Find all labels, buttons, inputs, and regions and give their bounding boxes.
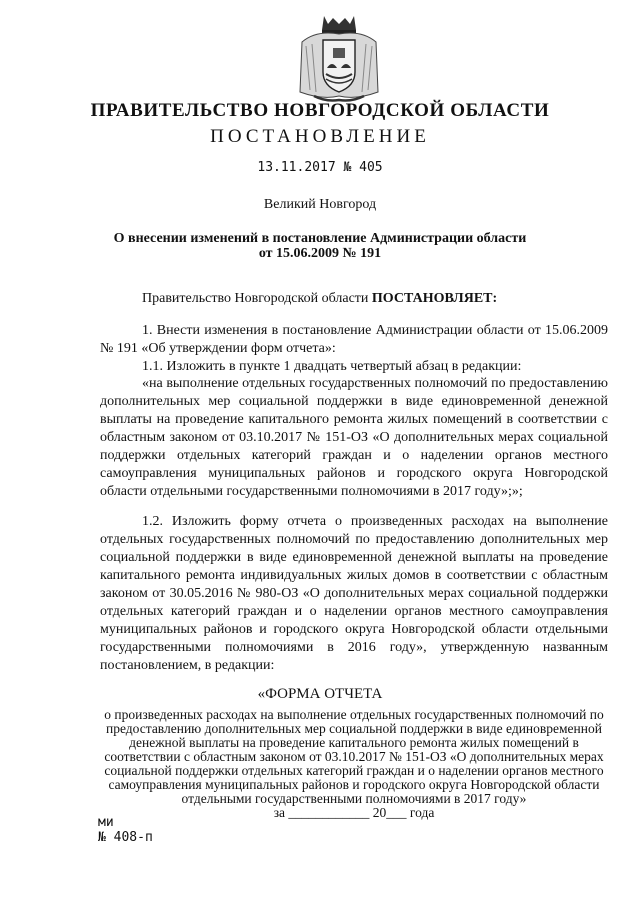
intro-paragraph xyxy=(100,290,608,308)
city-name: Великий Новгород xyxy=(263,197,377,212)
paragraph-1-2: 1.2. Изложить форму отчета о произведенных расходах на выполнение отдельных государственных полномочий по предоставлению дополнительных мер социальной поддержки в виде единовременной денежной выплаты на проведение капитального ремонта индивидуальных жилых домов в соответствии с областным законом от 30.05.2016 № 980-ОЗ «О дополнительных мерах социальной поддержки отдельных категорий граждан и о наделении органов местного самоуправления муниципальных районов и городского округа Новгородской области отдельными государственными полномочиями в 2016 году», утвержденную названным постановлением, в редакции: xyxy=(100,514,608,673)
footer-initials: ми xyxy=(98,815,114,830)
government-name: ПРАВИТЕЛЬСТВО НОВГОРОДСКОЙ ОБЛАСТИ xyxy=(90,100,550,121)
intro-decree-word: ПОСТАНОВЛЯЕТ: xyxy=(371,291,498,306)
intro-text: Правительство Новгородской области xyxy=(142,291,372,306)
title-line-1: О внесении изменений в постановление Администрации области xyxy=(113,231,527,246)
title-line-2: от 15.06.2009 № 191 xyxy=(258,246,382,261)
form-subtitle-text: о произведенных расходах на выполнение отдельных государственных полномочий по предоставлению дополнительных мер социальной поддержки в виде единовременной денежной выплаты на проведение капитального ремонта жилых помещений в соответствии с областным законом от 03.10.2017 № 151-ОЗ «О дополнительных мерах социальной поддержки отдельных категорий граждан и о наделении органов местного самоуправления муниципальных районов и городского округа Новгородской области отдельными государственными полномочиями в 2017 году» xyxy=(104,707,604,806)
form-title: «ФОРМА ОТЧЕТА xyxy=(257,686,383,702)
form-period-line: за ____________ 20___ года xyxy=(273,805,435,820)
document-type: ПОСТАНОВЛЕНИЕ xyxy=(210,126,430,147)
footer-ref-number: № 408-п xyxy=(98,830,153,845)
paragraph-1: 1. Внести изменения в постановление Администрации области от 15.06.2009 № 191 «Об утверждении форм отчета»: xyxy=(100,323,608,356)
document-title xyxy=(0,231,640,261)
coat-of-arms-emblem xyxy=(296,12,382,104)
footer-reference xyxy=(98,815,153,845)
date-number: 13.11.2017 № 405 xyxy=(257,160,383,175)
paragraph-1-1-quote: «на выполнение отдельных государственных полномочий по предоставлению дополнительных мер социальной поддержки в виде единовременной денежной выплаты на проведение капитального ремонта жилых помещений в соответствии с областным законом от 03.10.2017 № 151-ОЗ «О дополнительных мерах социальной поддержки отдельных категорий граждан и о наделении органов местного самоуправления муниципальных районов и городского округа Новгородской области отдельными государственными полномочиями в 2017 году»;»; xyxy=(100,376,608,499)
form-subtitle xyxy=(100,708,608,820)
paragraph-1-1: 1.1. Изложить в пункте 1 двадцать четвертый абзац в редакции: xyxy=(142,359,522,374)
